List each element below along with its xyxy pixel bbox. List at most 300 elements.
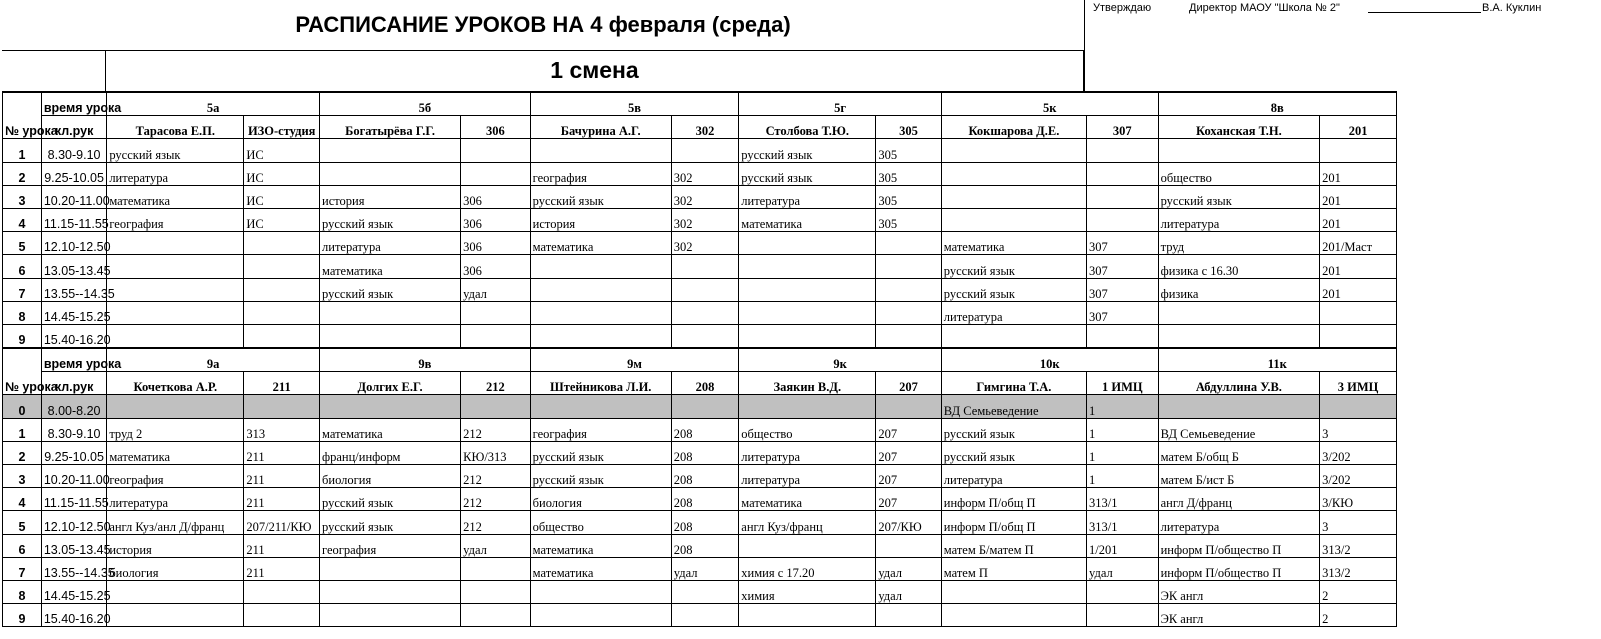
room-cell[interactable]: 302: [671, 232, 739, 255]
class-room[interactable]: 306: [461, 116, 531, 139]
subject-cell[interactable]: география: [530, 418, 671, 441]
room-cell[interactable]: [244, 324, 320, 348]
subject-cell[interactable]: франц/информ: [320, 441, 461, 464]
room-cell[interactable]: 207: [876, 418, 941, 441]
subject-cell[interactable]: [941, 185, 1086, 208]
room-cell[interactable]: 307: [1087, 232, 1159, 255]
subject-cell[interactable]: [107, 324, 244, 348]
class-room[interactable]: 3 ИМЦ: [1320, 372, 1397, 395]
class-teacher-name[interactable]: Абдуллина У.В.: [1158, 372, 1320, 395]
room-cell[interactable]: 3/КЮ: [1320, 488, 1397, 511]
subject-cell[interactable]: литература: [107, 488, 244, 511]
class-teacher-header[interactable]: кл.рук: [41, 116, 106, 139]
room-cell[interactable]: 313/1: [1087, 511, 1159, 534]
subject-cell[interactable]: [739, 255, 876, 278]
room-cell[interactable]: 305: [876, 162, 941, 185]
lesson-number[interactable]: 7: [3, 557, 42, 580]
subject-cell[interactable]: география: [530, 162, 671, 185]
class-room[interactable]: 302: [671, 116, 739, 139]
subject-cell[interactable]: [739, 395, 876, 418]
lesson-number[interactable]: 2: [3, 162, 42, 185]
subject-cell[interactable]: [1158, 301, 1320, 324]
room-cell[interactable]: [461, 139, 531, 162]
room-cell[interactable]: 1: [1087, 465, 1159, 488]
room-cell[interactable]: [876, 232, 941, 255]
subject-cell[interactable]: русский язык: [739, 139, 876, 162]
room-cell[interactable]: [671, 324, 739, 348]
subject-cell[interactable]: литература: [107, 162, 244, 185]
subject-cell[interactable]: русский язык: [941, 441, 1086, 464]
subject-cell[interactable]: [941, 604, 1086, 627]
subject-cell[interactable]: история: [530, 208, 671, 231]
subject-cell[interactable]: математика: [739, 208, 876, 231]
subject-cell[interactable]: [530, 395, 671, 418]
subject-cell[interactable]: [739, 534, 876, 557]
room-cell[interactable]: 212: [461, 488, 531, 511]
subject-cell[interactable]: химия с 17.20: [739, 557, 876, 580]
room-cell[interactable]: 307: [1087, 301, 1159, 324]
class-name[interactable]: 9м: [530, 348, 739, 372]
subject-cell[interactable]: общество: [530, 511, 671, 534]
lesson-number[interactable]: 9: [3, 604, 42, 627]
room-cell[interactable]: [876, 301, 941, 324]
subject-cell[interactable]: география: [107, 465, 244, 488]
subject-cell[interactable]: [320, 557, 461, 580]
subject-cell[interactable]: [320, 162, 461, 185]
subject-cell[interactable]: [1158, 139, 1320, 162]
lesson-number[interactable]: 8: [3, 301, 42, 324]
class-room[interactable]: 1 ИМЦ: [1087, 372, 1159, 395]
room-cell[interactable]: [671, 395, 739, 418]
room-cell[interactable]: 212: [461, 465, 531, 488]
class-name[interactable]: 5в: [530, 92, 739, 116]
subject-cell[interactable]: ВД Семьеведение: [941, 395, 1086, 418]
room-cell[interactable]: 201: [1320, 208, 1397, 231]
room-cell[interactable]: 201: [1320, 162, 1397, 185]
subject-cell[interactable]: русский язык: [941, 418, 1086, 441]
subject-cell[interactable]: [107, 301, 244, 324]
room-cell[interactable]: [461, 324, 531, 348]
room-cell[interactable]: 211: [244, 488, 320, 511]
subject-cell[interactable]: русский язык: [320, 278, 461, 301]
subject-cell[interactable]: [320, 604, 461, 627]
class-teacher-name[interactable]: Столбова Т.Ю.: [739, 116, 876, 139]
room-cell[interactable]: ИС: [244, 185, 320, 208]
room-cell[interactable]: [876, 278, 941, 301]
room-cell[interactable]: [1087, 162, 1159, 185]
room-cell[interactable]: 201: [1320, 255, 1397, 278]
class-teacher-name[interactable]: Кочеткова А.Р.: [107, 372, 244, 395]
subject-cell[interactable]: [941, 139, 1086, 162]
class-teacher-name[interactable]: Коханская Т.Н.: [1158, 116, 1320, 139]
subject-cell[interactable]: история: [320, 185, 461, 208]
class-name[interactable]: 9а: [107, 348, 320, 372]
lesson-number[interactable]: 1: [3, 139, 42, 162]
subject-cell[interactable]: [941, 580, 1086, 603]
subject-cell[interactable]: литература: [1158, 208, 1320, 231]
room-cell[interactable]: [244, 255, 320, 278]
lesson-time[interactable]: 13.05-13.45: [41, 255, 106, 278]
room-cell[interactable]: 208: [671, 534, 739, 557]
room-cell[interactable]: КЮ/313: [461, 441, 531, 464]
class-room[interactable]: 307: [1087, 116, 1159, 139]
subject-cell[interactable]: литература: [739, 441, 876, 464]
class-room[interactable]: ИЗО-студия: [244, 116, 320, 139]
room-cell[interactable]: [876, 324, 941, 348]
subject-cell[interactable]: [530, 139, 671, 162]
room-cell[interactable]: 208: [671, 511, 739, 534]
room-cell[interactable]: 3/202: [1320, 465, 1397, 488]
room-cell[interactable]: 207: [876, 441, 941, 464]
lesson-number[interactable]: 5: [3, 232, 42, 255]
class-room[interactable]: 211: [244, 372, 320, 395]
subject-cell[interactable]: русский язык: [1158, 185, 1320, 208]
subject-cell[interactable]: русский язык: [530, 441, 671, 464]
subject-cell[interactable]: [530, 604, 671, 627]
room-cell[interactable]: 306: [461, 232, 531, 255]
room-cell[interactable]: 211: [244, 534, 320, 557]
room-cell[interactable]: [876, 534, 941, 557]
subject-cell[interactable]: физика с 16.30: [1158, 255, 1320, 278]
class-name[interactable]: 5а: [107, 92, 320, 116]
room-cell[interactable]: [671, 301, 739, 324]
subject-cell[interactable]: русский язык: [530, 185, 671, 208]
room-cell[interactable]: 212: [461, 511, 531, 534]
room-cell[interactable]: 211: [244, 557, 320, 580]
subject-cell[interactable]: англ Куз/франц: [739, 511, 876, 534]
class-teacher-name[interactable]: Гимгина Т.А.: [941, 372, 1086, 395]
room-cell[interactable]: [1087, 208, 1159, 231]
subject-cell[interactable]: математика: [739, 488, 876, 511]
class-name[interactable]: 8в: [1158, 92, 1396, 116]
lesson-number[interactable]: 3: [3, 465, 42, 488]
room-cell[interactable]: 313: [244, 418, 320, 441]
subject-cell[interactable]: русский язык: [941, 278, 1086, 301]
class-teacher-name[interactable]: Заякин В.Д.: [739, 372, 876, 395]
lesson-time[interactable]: 10.20-11.00: [41, 465, 106, 488]
lesson-number[interactable]: 4: [3, 208, 42, 231]
room-cell[interactable]: [671, 580, 739, 603]
subject-cell[interactable]: матем Б/общ Б: [1158, 441, 1320, 464]
subject-cell[interactable]: труд: [1158, 232, 1320, 255]
subject-cell[interactable]: литература: [739, 465, 876, 488]
room-cell[interactable]: 1: [1087, 395, 1159, 418]
room-cell[interactable]: [876, 604, 941, 627]
class-name[interactable]: 5б: [320, 92, 531, 116]
room-cell[interactable]: 3/202: [1320, 441, 1397, 464]
subject-cell[interactable]: математика: [530, 557, 671, 580]
room-cell[interactable]: 1/201: [1087, 534, 1159, 557]
subject-cell[interactable]: литература: [739, 185, 876, 208]
subject-cell[interactable]: [941, 208, 1086, 231]
subject-cell[interactable]: [739, 278, 876, 301]
room-cell[interactable]: [244, 604, 320, 627]
room-cell[interactable]: 305: [876, 139, 941, 162]
lesson-time[interactable]: 15.40-16.20: [41, 604, 106, 627]
class-teacher-name[interactable]: Тарасова Е.П.: [107, 116, 244, 139]
subject-cell[interactable]: [739, 604, 876, 627]
lesson-number[interactable]: 1: [3, 418, 42, 441]
room-cell[interactable]: [461, 580, 531, 603]
subject-cell[interactable]: обществo: [1158, 162, 1320, 185]
subject-cell[interactable]: литература: [320, 232, 461, 255]
subject-cell[interactable]: информ П/общ П: [941, 511, 1086, 534]
subject-cell[interactable]: англ Д/франц: [1158, 488, 1320, 511]
room-cell[interactable]: ИС: [244, 139, 320, 162]
room-cell[interactable]: [876, 255, 941, 278]
lesson-time[interactable]: 13.05-13.45: [41, 534, 106, 557]
class-teacher-name[interactable]: Долгих Е.Г.: [320, 372, 461, 395]
subject-cell[interactable]: [320, 580, 461, 603]
class-teacher-name[interactable]: Богатырёва Г.Г.: [320, 116, 461, 139]
subject-cell[interactable]: [320, 324, 461, 348]
subject-cell[interactable]: [530, 580, 671, 603]
class-name[interactable]: 10к: [941, 348, 1158, 372]
subject-cell[interactable]: математика: [107, 185, 244, 208]
subject-cell[interactable]: литература: [1158, 511, 1320, 534]
subject-cell[interactable]: русский язык: [530, 465, 671, 488]
lesson-time[interactable]: 11.15-11.55: [41, 488, 106, 511]
room-cell[interactable]: 211: [244, 441, 320, 464]
room-cell[interactable]: 1: [1087, 418, 1159, 441]
class-room[interactable]: 212: [461, 372, 531, 395]
lesson-time[interactable]: 14.45-15.25: [41, 301, 106, 324]
room-cell[interactable]: удал: [461, 278, 531, 301]
subject-cell[interactable]: [739, 301, 876, 324]
subject-cell[interactable]: [1158, 395, 1320, 418]
subject-cell[interactable]: математика: [320, 255, 461, 278]
subject-cell[interactable]: [739, 232, 876, 255]
lesson-time[interactable]: 9.25-10.05: [41, 162, 106, 185]
class-room[interactable]: 207: [876, 372, 941, 395]
subject-cell[interactable]: общество: [739, 418, 876, 441]
subject-cell[interactable]: информ П/общество П: [1158, 534, 1320, 557]
room-cell[interactable]: ИС: [244, 162, 320, 185]
room-cell[interactable]: 2: [1320, 604, 1397, 627]
room-cell[interactable]: удал: [671, 557, 739, 580]
room-cell[interactable]: 302: [671, 185, 739, 208]
class-name[interactable]: 9к: [739, 348, 941, 372]
room-cell[interactable]: 305: [876, 208, 941, 231]
room-cell[interactable]: 305: [876, 185, 941, 208]
room-cell[interactable]: ИС: [244, 208, 320, 231]
subject-cell[interactable]: ЭК англ: [1158, 604, 1320, 627]
room-cell[interactable]: 208: [671, 418, 739, 441]
subject-cell[interactable]: химия: [739, 580, 876, 603]
room-cell[interactable]: 1: [1087, 441, 1159, 464]
class-name[interactable]: 5к: [941, 92, 1158, 116]
room-cell[interactable]: 212: [461, 418, 531, 441]
subject-cell[interactable]: русский язык: [320, 511, 461, 534]
lesson-number-header[interactable]: № урока: [3, 348, 42, 395]
room-cell[interactable]: 211: [244, 465, 320, 488]
subject-cell[interactable]: информ П/общество П: [1158, 557, 1320, 580]
room-cell[interactable]: 313/2: [1320, 534, 1397, 557]
subject-cell[interactable]: география: [320, 534, 461, 557]
lesson-time[interactable]: 12.10-12.50: [41, 232, 106, 255]
room-cell[interactable]: удал: [876, 580, 941, 603]
room-cell[interactable]: [671, 278, 739, 301]
room-cell[interactable]: [461, 162, 531, 185]
subject-cell[interactable]: [941, 324, 1086, 348]
class-teacher-name[interactable]: Бачурина А.Г.: [530, 116, 671, 139]
room-cell[interactable]: 207/КЮ: [876, 511, 941, 534]
room-cell[interactable]: [1087, 185, 1159, 208]
room-cell[interactable]: [1320, 324, 1397, 348]
lesson-number[interactable]: 3: [3, 185, 42, 208]
class-room[interactable]: 208: [671, 372, 739, 395]
room-cell[interactable]: [244, 580, 320, 603]
room-cell[interactable]: [1320, 139, 1397, 162]
subject-cell[interactable]: математика: [530, 232, 671, 255]
room-cell[interactable]: 302: [671, 162, 739, 185]
room-cell[interactable]: 313/1: [1087, 488, 1159, 511]
class-room[interactable]: 201: [1320, 116, 1397, 139]
subject-cell[interactable]: труд 2: [107, 418, 244, 441]
room-cell[interactable]: удал: [461, 534, 531, 557]
subject-cell[interactable]: [530, 255, 671, 278]
room-cell[interactable]: [461, 604, 531, 627]
room-cell[interactable]: 307: [1087, 278, 1159, 301]
room-cell[interactable]: 307: [1087, 255, 1159, 278]
subject-cell[interactable]: [320, 395, 461, 418]
class-name[interactable]: 11к: [1158, 348, 1396, 372]
subject-cell[interactable]: [941, 162, 1086, 185]
class-name[interactable]: 9в: [320, 348, 531, 372]
subject-cell[interactable]: [320, 139, 461, 162]
room-cell[interactable]: [671, 255, 739, 278]
room-cell[interactable]: 201: [1320, 278, 1397, 301]
subject-cell[interactable]: биология: [320, 465, 461, 488]
room-cell[interactable]: [461, 301, 531, 324]
room-cell[interactable]: [1320, 301, 1397, 324]
room-cell[interactable]: [1087, 604, 1159, 627]
lesson-number[interactable]: 6: [3, 534, 42, 557]
room-cell[interactable]: 306: [461, 208, 531, 231]
subject-cell[interactable]: русский язык: [941, 255, 1086, 278]
subject-cell[interactable]: [107, 232, 244, 255]
subject-cell[interactable]: [107, 580, 244, 603]
room-cell[interactable]: 208: [671, 465, 739, 488]
subject-cell[interactable]: биология: [107, 557, 244, 580]
subject-cell[interactable]: [530, 301, 671, 324]
subject-cell[interactable]: [530, 324, 671, 348]
subject-cell[interactable]: русский язык: [320, 488, 461, 511]
subject-cell[interactable]: литература: [941, 301, 1086, 324]
subject-cell[interactable]: математика: [941, 232, 1086, 255]
subject-cell[interactable]: география: [107, 208, 244, 231]
subject-cell[interactable]: русский язык: [320, 208, 461, 231]
subject-cell[interactable]: матем Б/ист Б: [1158, 465, 1320, 488]
room-cell[interactable]: [1087, 324, 1159, 348]
lesson-time-header[interactable]: время урока: [41, 92, 106, 116]
room-cell[interactable]: 207: [876, 488, 941, 511]
lesson-time[interactable]: 15.40-16.20: [41, 324, 106, 348]
subject-cell[interactable]: физика: [1158, 278, 1320, 301]
lesson-number[interactable]: 2: [3, 441, 42, 464]
lesson-time[interactable]: 14.45-15.25: [41, 580, 106, 603]
subject-cell[interactable]: математика: [530, 534, 671, 557]
class-room[interactable]: 305: [876, 116, 941, 139]
room-cell[interactable]: [461, 557, 531, 580]
room-cell[interactable]: [876, 395, 941, 418]
subject-cell[interactable]: [739, 324, 876, 348]
room-cell[interactable]: удал: [876, 557, 941, 580]
lesson-time[interactable]: 9.25-10.05: [41, 441, 106, 464]
lesson-time[interactable]: 13.55--14.35: [41, 557, 106, 580]
subject-cell[interactable]: [107, 255, 244, 278]
lesson-number[interactable]: 6: [3, 255, 42, 278]
subject-cell[interactable]: [107, 278, 244, 301]
lesson-number-header[interactable]: № урока: [3, 92, 42, 139]
subject-cell[interactable]: ЭК англ: [1158, 580, 1320, 603]
subject-cell[interactable]: [107, 395, 244, 418]
lesson-time-header[interactable]: время урока: [41, 348, 106, 372]
room-cell[interactable]: [461, 395, 531, 418]
subject-cell[interactable]: математика: [107, 441, 244, 464]
subject-cell[interactable]: русский язык: [739, 162, 876, 185]
room-cell[interactable]: [244, 278, 320, 301]
room-cell[interactable]: [671, 604, 739, 627]
room-cell[interactable]: [244, 395, 320, 418]
lesson-time[interactable]: 11.15-11.55: [41, 208, 106, 231]
room-cell[interactable]: [1320, 395, 1397, 418]
class-name[interactable]: 5г: [739, 92, 941, 116]
lesson-number[interactable]: 8: [3, 580, 42, 603]
subject-cell[interactable]: [320, 301, 461, 324]
room-cell[interactable]: 208: [671, 441, 739, 464]
lesson-time[interactable]: 13.55--14.35: [41, 278, 106, 301]
room-cell[interactable]: 201: [1320, 185, 1397, 208]
lesson-time[interactable]: 12.10-12.50: [41, 511, 106, 534]
lesson-time[interactable]: 8.30-9.10: [41, 139, 106, 162]
subject-cell[interactable]: матем П: [941, 557, 1086, 580]
lesson-number[interactable]: 4: [3, 488, 42, 511]
room-cell[interactable]: 208: [671, 488, 739, 511]
subject-cell[interactable]: ВД Семьеведение: [1158, 418, 1320, 441]
subject-cell[interactable]: матем Б/матем П: [941, 534, 1086, 557]
subject-cell[interactable]: литература: [941, 465, 1086, 488]
subject-cell[interactable]: русский язык: [107, 139, 244, 162]
room-cell[interactable]: 306: [461, 185, 531, 208]
room-cell[interactable]: 207/211/КЮ: [244, 511, 320, 534]
room-cell[interactable]: [671, 139, 739, 162]
lesson-number[interactable]: 5: [3, 511, 42, 534]
lesson-time[interactable]: 10.20-11.00: [41, 185, 106, 208]
subject-cell[interactable]: [1158, 324, 1320, 348]
room-cell[interactable]: 313/2: [1320, 557, 1397, 580]
lesson-time[interactable]: 8.30-9.10: [41, 418, 106, 441]
lesson-number[interactable]: 7: [3, 278, 42, 301]
room-cell[interactable]: 2: [1320, 580, 1397, 603]
class-teacher-name[interactable]: Кокшарова Д.Е.: [941, 116, 1086, 139]
room-cell[interactable]: удал: [1087, 557, 1159, 580]
room-cell[interactable]: 306: [461, 255, 531, 278]
class-teacher-header[interactable]: кл.рук: [41, 372, 106, 395]
room-cell[interactable]: [1087, 580, 1159, 603]
room-cell[interactable]: [1087, 139, 1159, 162]
subject-cell[interactable]: [107, 604, 244, 627]
subject-cell[interactable]: история: [107, 534, 244, 557]
subject-cell[interactable]: [530, 278, 671, 301]
subject-cell[interactable]: биология: [530, 488, 671, 511]
room-cell[interactable]: 207: [876, 465, 941, 488]
room-cell[interactable]: [244, 232, 320, 255]
room-cell[interactable]: 3: [1320, 418, 1397, 441]
room-cell[interactable]: 3: [1320, 511, 1397, 534]
room-cell[interactable]: 201/Маст: [1320, 232, 1397, 255]
subject-cell[interactable]: информ П/общ П: [941, 488, 1086, 511]
